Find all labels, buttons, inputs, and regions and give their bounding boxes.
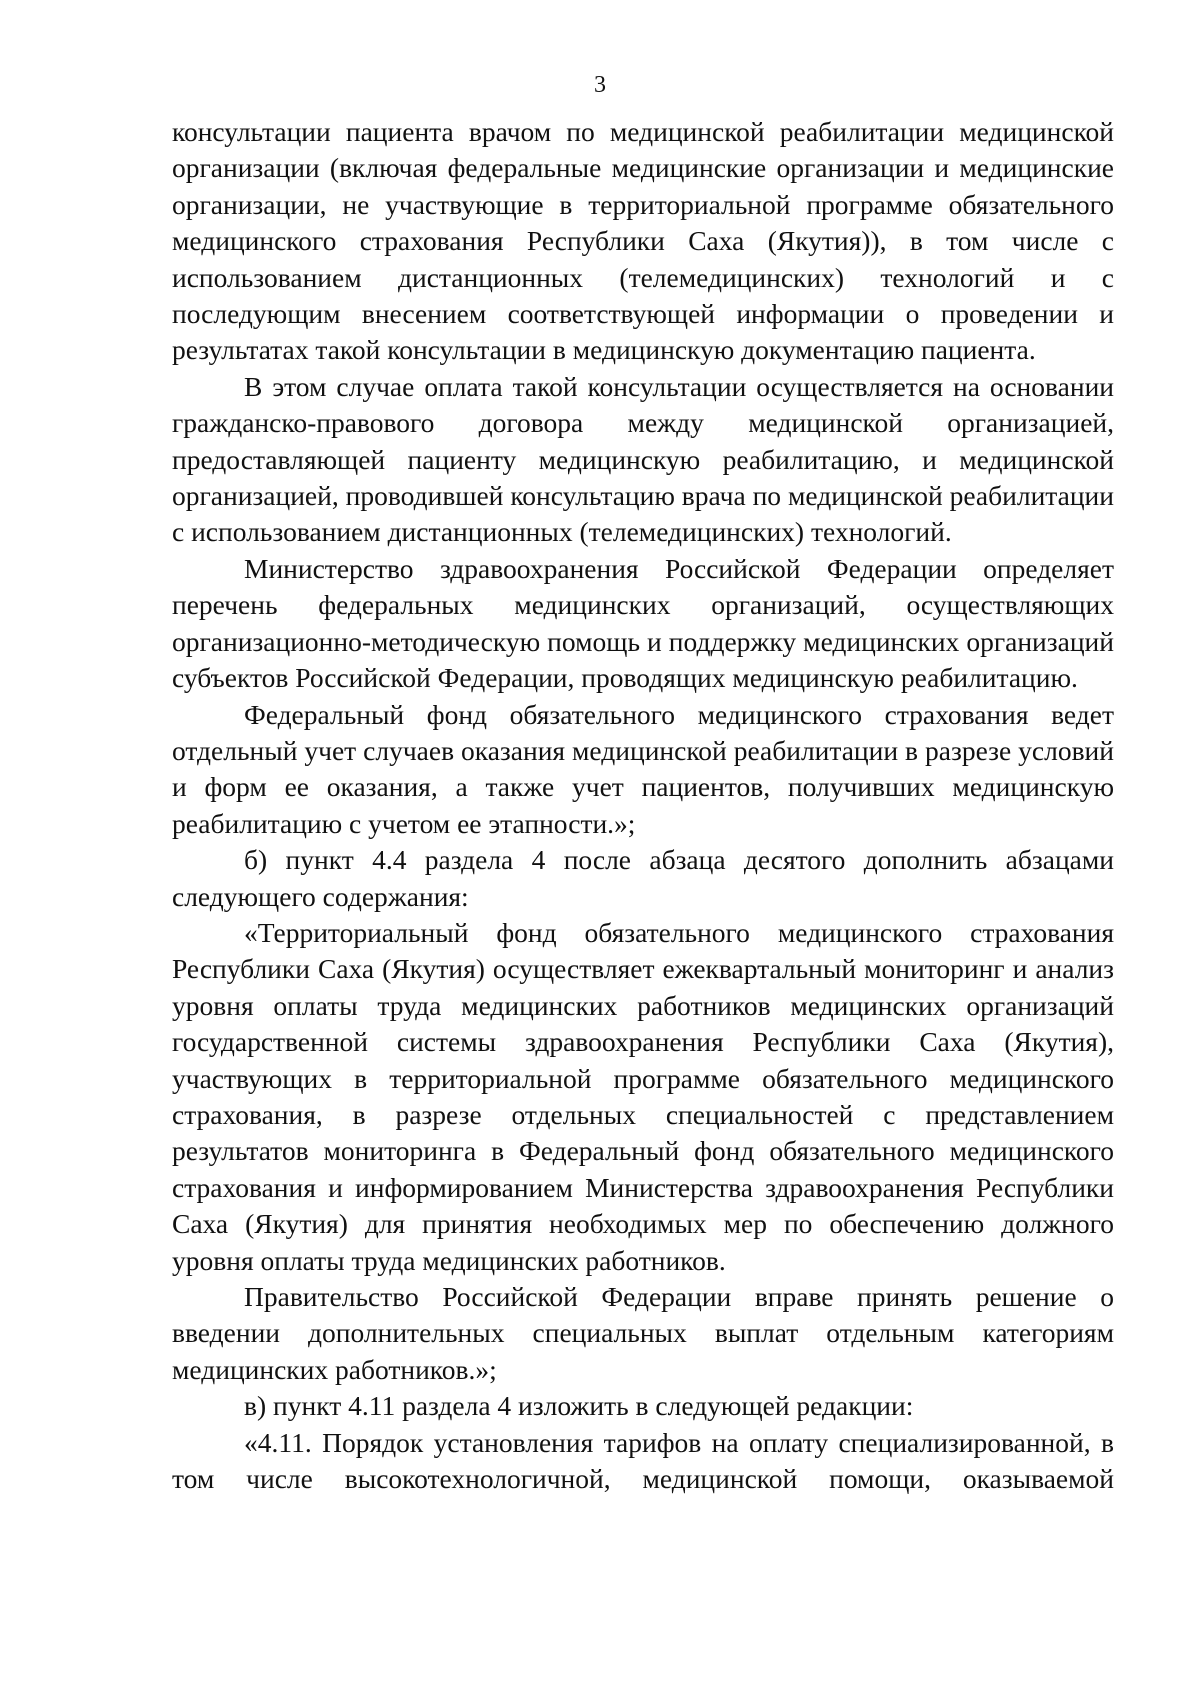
paragraph-5: б) пункт 4.4 раздела 4 после абзаца десятого дополнить абзацами следующего содержания:	[172, 844, 1114, 912]
paragraph-2: В этом случае оплата такой консультации осуществляется на основании гражданско-правового договора между медицинской организацией, предоставляющей пациенту медицинскую реабилитацию, и медицинской организацией, проводившей консультацию врача по медицинской реабилитации с использованием дистанционных (телемедицинских) технологий.	[172, 370, 1114, 548]
paragraph-1: консультации пациента врачом по медицинской реабилитации медицинской организации (включая федеральные медицинские организации и медицинские организации, не участвующие в территориальной программе обязательного медицинского страхования Республики Саха (Якутия)), в том числе с использованием дистанционных (телемедицинских) технологий и с последующим внесением соответствующей информации о проведении и результатах такой консультации в медицинскую документацию пациента.	[172, 116, 1114, 366]
paragraph-8: в) пункт 4.11 раздела 4 изложить в следующей редакции:	[244, 1390, 914, 1422]
paragraph-3: Министерство здравоохранения Российской Федерации определяет перечень федеральных медицинских организаций, осуществляющих организационно-методическую помощь и поддержку медицинских организаций субъектов Российской Федерации, проводящих медицинскую реабилитацию.	[172, 552, 1114, 694]
paragraph-7: Правительство Российской Федерации вправе принять решение о введении дополнительных специальных выплат отдельным категориям медицинских работников.»;	[172, 1281, 1114, 1385]
paragraph-9: «4.11. Порядок установления тарифов на оплату специализированной, в том числе высокотехнологичной, медицинской помощи, оказываемой	[172, 1426, 1114, 1495]
page-number: 3	[594, 72, 606, 98]
paragraph-6: «Территориальный фонд обязательного медицинского страхования Республики Саха (Якутия) осуществляет ежеквартальный мониторинг и анализ уровня оплаты труда медицинских работников медицинских организаций государственной системы здравоохранения Республики Саха (Якутия), участвующих в территориальной программе обязательного медицинского страхования, в разрезе отдельных специальностей с представлением результатов мониторинга в Федеральный фонд обязательного медицинского страхования и информированием Министерства здравоохранения Республики Саха (Якутия) для принятия необходимых мер по обеспечению должного уровня оплаты труда медицинских работников.	[172, 916, 1114, 1276]
document-body	[172, 114, 1114, 1497]
paragraph-4: Федеральный фонд обязательного медицинского страхования ведет отдельный учет случаев оказания медицинской реабилитации в разрезе условий и форм ее оказания, а также учет пациентов, получивших медицинскую реабилитацию с учетом ее этапности.»;	[172, 698, 1114, 839]
